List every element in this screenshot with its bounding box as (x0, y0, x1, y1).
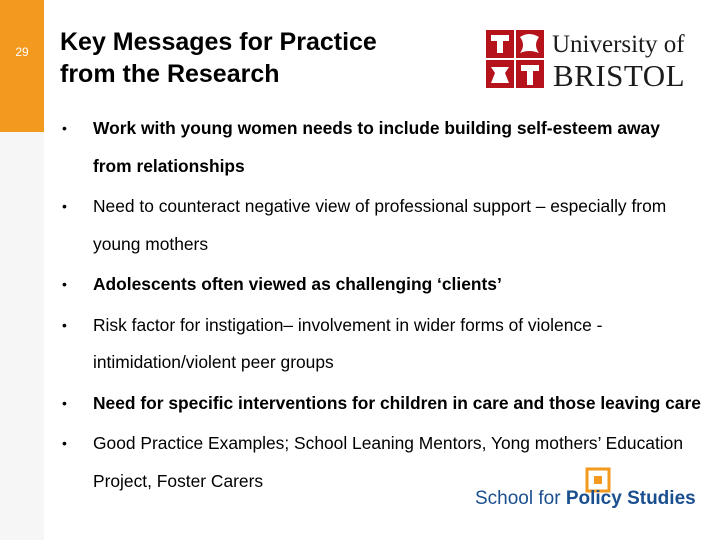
bullet-text: Need to counteract negative view of professional support – especially from young mothers (93, 196, 667, 254)
slide-title-line2: from the Research (60, 60, 280, 88)
coat-of-arms-icon (486, 30, 544, 88)
logo-line1: University of (552, 31, 685, 58)
bullet-marker: • (62, 198, 67, 214)
bullet-text: Adolescents often viewed as challenging ‘clients’ (93, 274, 502, 294)
sps-text-part2: Policy Studies (565, 488, 696, 509)
bullet-list (62, 110, 702, 500)
bullet-item (62, 307, 702, 382)
bullet-item (62, 188, 702, 263)
slide-title (60, 26, 460, 90)
bullet-marker: • (62, 316, 67, 333)
bullet-marker: • (62, 276, 67, 292)
side-bar-accent (0, 0, 44, 132)
bullet-text: Good Practice Examples; School Leaning Mentors, Yong mothers’ Education Project, Foster Carers (93, 433, 684, 491)
bullet-marker: • (62, 394, 67, 411)
side-bar-panel (0, 132, 44, 540)
bullet-marker: • (62, 435, 67, 451)
bullet-item (62, 110, 702, 185)
slide-title-line1: Key Messages for Practice (60, 28, 377, 56)
logo-line2: BRISTOL (553, 58, 686, 93)
side-bar (0, 0, 44, 540)
bullet-text: Risk factor for instigation– involvement in wider forms of violence - intimidation/violent peer groups (93, 314, 603, 372)
bullet-text: Work with young women needs to include building self-esteem away from relationships (93, 118, 660, 176)
bullet-item (62, 385, 702, 423)
bullet-text: Need for specific interventions for children in care and those leaving care (93, 392, 701, 413)
bullet-marker: • (62, 120, 67, 136)
slide-number: 29 (15, 45, 29, 59)
sps-text-part1: School for (475, 488, 566, 509)
bullet-item (62, 266, 702, 304)
school-for-policy-studies-logo (475, 488, 696, 510)
